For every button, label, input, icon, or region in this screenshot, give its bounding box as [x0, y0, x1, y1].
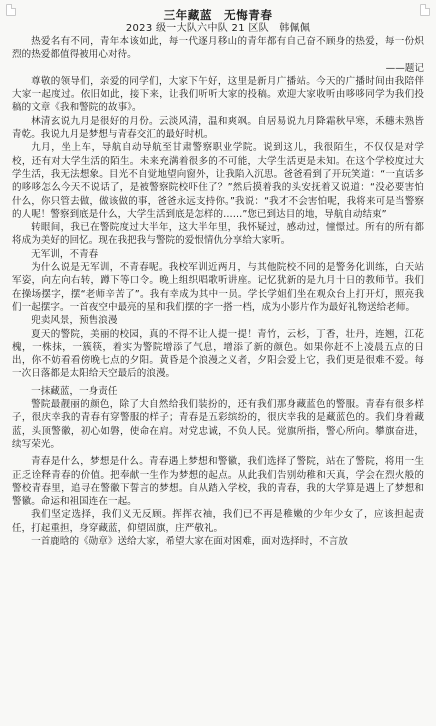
body-paragraph: 尊敬的领导们，亲爱的同学们，大家下午好，这里是新月广播站。今天的广播时间由我陪伴大家一起度过。依旧如此，接下来，让我们听听大家的投稿。欢迎大家收听由哆哆同学为我们投稿的文章《我和警院的故事》。	[12, 75, 424, 114]
section-heading: 兜卖风景，预售浪漫	[31, 315, 118, 327]
document-body	[12, 35, 424, 548]
body-paragraph: 警院最靓丽的颜色，除了大自然给我们装扮的，还有我们那身藏蓝色的警服。青春有很多样子，很庆幸我的青春有穿警服的样子；青春是五彩缤纷的，很庆幸我的是藏蓝色的。我们身着藏蓝，头顶警徽，初心如磐，使命在肩。对党忠诚，不负人民。觉旗所指，警心所向。攀旗奋进，续写荣光。	[12, 399, 424, 450]
body-paragraph: 我们坚定选择，我们义无反顾。挥挥衣袖，我们已不再是稚嫩的少年少女了，应该担起责任，打起重担，身穿藏蓝，仰望固旗，庄严敬礼。	[12, 509, 424, 534]
page-corner-icon	[6, 4, 16, 16]
body-paragraph: 青春是什么，梦想是什么。青春遇上梦想和警徽，我们选择了警院，站在了警院，将用一生正乏诠释青春的价值。把奉献一生作为梦想的起点。从此我们告别幼稚和天真，学会在烈火般的警校青春里，追寻在警徽下誓言的梦想。自从踏入学校，我的青春，我的大学算是遇上了梦想和警徽。命运和祖国连在一起。	[12, 456, 424, 508]
document-title: 三年藏蓝 无悔青春	[163, 8, 273, 22]
epigraph-label: ——题记	[385, 62, 424, 74]
section-heading: 无军训，不青春	[31, 248, 99, 260]
section-heading: 一抹藏蓝，一身责任	[31, 385, 118, 397]
body-paragraph: 一首鹿晗的《勋章》送给大家，希望大家在面对困难，面对选择时，不言放	[31, 535, 348, 547]
body-paragraph: 林清玄说九月是很好的月份。云淡风清，温和爽飒。自居易说九月降霜秋早寒，禾穗未熟皆青乾。我说九月是梦想与青春交汇的最好时机。	[12, 115, 424, 141]
epigraph: 热爱名有不同，青年本该如此，每一代逐月移山的青年都有自己奋不顾身的热爱，每一份炽烈的热爱都值得被用心对待。	[12, 36, 424, 61]
body-paragraph: 为什么说是无军训，不青春呢。我校军训近两月，与其他院校不同的是警务化训练，白天站军姿，向左向右转，蹲下等口令。晚上组织唱歌听讲座。记忆犹新的是九月十日的教师节。我们在操场摆字，摆“老师辛苦了”。我有幸成为其中一员。学长学姐们坐在观众台上打开灯，照亮我们一起摆字。一首夜空中最亮的星和我们摆的字一搭一档，成为小影片作为最好礼物送给老师。	[12, 262, 424, 313]
body-paragraph: 九月，坐上车，导航自动导航至甘肃警察职业学院。说到这儿，我很陌生，不仅仅是对学校，还有对大学生活的陌生。未来充满着很多的不可能，大学生活更是未知。在这个学校度过大学生活，我无法想象。目光不自觉地望向窗外，让我陷入沉思。爸爸看到了开玩笑道：“一直话多的哆哆怎么今天不说话了，是被警察院校吓住了？”然后摸着我的头安抚着又说道：“没必要害怕什么，你只管去做，做该做的事，爸爸永远支持你。”我说：“我才不会害怕呢，我将来可是当警察的人呢！警察到底是什么，大学生活到底是怎样的……”您已到达目的地，导航自动结束”	[12, 142, 424, 220]
body-paragraph: 夏天的警院，美丽的校园，真的不得不让人提一提！青竹，云杉，丁香，壮丹，连翘，江花槐，一株抹，一簇筷，着实为警院增添了气息，增添了新的颜色。如果你赶不上凌晨五点的日出，你不妨看看傍晚七点的夕阳。黄昏是个浪漫之义者，夕阳会爱上它，我们更是很难不爱。每一次日落都是太阳给天空最后的浪漫。	[12, 328, 424, 380]
document-author: 2023 级一大队六中队 21 区队 韩佩佩	[125, 23, 311, 34]
page-corner-icon	[420, 4, 430, 16]
body-paragraph: 转眼间，我已在警院度过大半年，这大半年里，我怀疑过，感动过，憧憬过。所有的所有都将成为美好的回忆。现在我把我与警院的爱恨情仇分享给大家听。	[12, 222, 424, 247]
